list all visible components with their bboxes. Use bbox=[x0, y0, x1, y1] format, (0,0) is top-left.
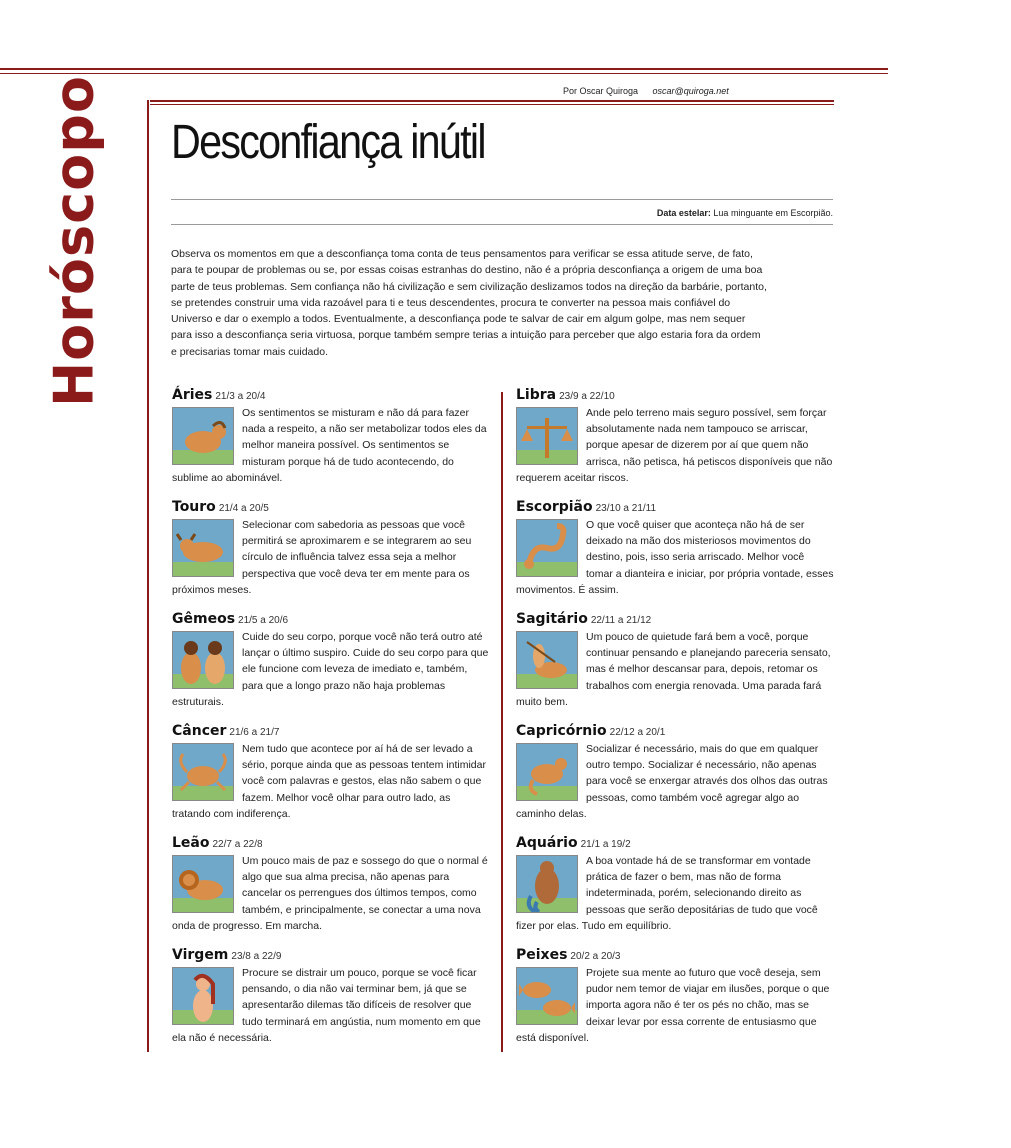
header-rule bbox=[150, 100, 834, 102]
sign-text: Um pouco de quietude fará bem a você, porque continuar pensando e planejando pareceria sensato, mas é melhor descansar para, depois, retomar os trabalhos com energia renovada. Uma parada fará muito bem. bbox=[516, 631, 831, 708]
cancer-icon bbox=[172, 743, 234, 801]
sign-heading bbox=[516, 722, 834, 741]
sign-dates: 23/10 a 21/11 bbox=[595, 503, 657, 514]
sign-text: Ande pelo terreno mais seguro possível, sem forçar absolutamente nada nem tampouco se arriscar, porque apesar de dizerem por aí que quem não arrisca, não petisca, há petiscos disponíveis que não requerem aceitar riscos. bbox=[516, 407, 833, 484]
sign-text-block bbox=[516, 741, 834, 822]
sign-text: A boa vontade há de se transformar em vontade prática de fazer o bem, mas não de forma indeterminada, porém, selecionando direito as pessoas que serão depositárias de tudo que você fizer por elas. Tudo em equilíbrio. bbox=[516, 855, 818, 932]
sign-text: Socializar é necessário, mais do que em qualquer outro tempo. Socializar é necessário, não apenas para você se enxergar através dos olhos das outras pessoas, como também você agregar algo ao caminho delas. bbox=[516, 743, 828, 820]
sign-heading bbox=[516, 498, 834, 517]
sign-text: O que você quiser que aconteça não há de ser deixado na mão dos misteriosos movimentos do destino, pois, isso seria arriscado. Melhor você tomar a dianteira e iniciar, por própria vontade, esses movimentos. É assim. bbox=[516, 519, 834, 596]
sign-text: Um pouco mais de paz e sossego do que o normal é algo que sua alma precisa, não apenas para cancelar os perrengues dos últimos tempos, como também, e principalmente, se conectar a uma nova onda de progresso. Em marcha. bbox=[172, 855, 488, 932]
aquarius-icon bbox=[516, 855, 578, 913]
sign-text-block bbox=[172, 965, 490, 1046]
sign-name: Virgem bbox=[172, 947, 229, 963]
sign-entry bbox=[516, 498, 834, 610]
sign-text-block bbox=[172, 405, 490, 486]
sagittarius-icon bbox=[516, 631, 578, 689]
byline-author: Por Oscar Quiroga bbox=[563, 86, 639, 96]
top-rule bbox=[0, 68, 888, 70]
sign-text: Cuide do seu corpo, porque você não terá outro até lançar o último suspiro. Cuide do seu corpo para que ele funcione com leveza de imediato e, também, para que a longo prazo não haja problemas estruturais. bbox=[172, 631, 489, 708]
gemini-icon bbox=[172, 631, 234, 689]
sign-text-block bbox=[516, 965, 834, 1046]
section-title bbox=[40, 74, 108, 408]
sign-heading bbox=[172, 498, 490, 517]
sign-heading bbox=[516, 834, 834, 853]
center-column-rule bbox=[501, 392, 503, 1052]
scorpio-icon bbox=[516, 519, 578, 577]
sign-entry bbox=[172, 610, 490, 722]
sign-dates: 23/9 a 22/10 bbox=[559, 391, 615, 402]
sign-entry bbox=[516, 610, 834, 722]
sign-dates: 21/6 a 21/7 bbox=[229, 727, 280, 738]
sign-dates: 21/1 a 19/2 bbox=[580, 839, 631, 850]
sign-entry bbox=[172, 498, 490, 610]
data-estelar-value: Lua minguante em Escorpião. bbox=[713, 208, 833, 218]
sign-name: Peixes bbox=[516, 947, 568, 963]
sign-entry bbox=[516, 722, 834, 834]
sign-text-block bbox=[516, 853, 834, 934]
sign-entry bbox=[172, 722, 490, 834]
header-rule-thin bbox=[150, 104, 834, 105]
sign-name: Libra bbox=[516, 387, 557, 403]
sign-dates: 23/8 a 22/9 bbox=[231, 951, 282, 962]
byline bbox=[563, 86, 729, 96]
sign-entry bbox=[172, 946, 490, 1058]
sign-name: Touro bbox=[172, 499, 216, 515]
sign-dates: 22/12 a 20/1 bbox=[609, 727, 666, 738]
sign-text-block bbox=[516, 405, 834, 486]
sign-dates: 20/2 a 20/3 bbox=[570, 951, 621, 962]
sign-heading bbox=[516, 386, 834, 405]
section-title-text: Horóscopo bbox=[42, 74, 106, 408]
libra-icon bbox=[516, 407, 578, 465]
top-rule-thin bbox=[0, 73, 888, 74]
data-estelar bbox=[657, 208, 833, 218]
sign-entry bbox=[172, 386, 490, 498]
sign-heading bbox=[172, 610, 490, 629]
sign-name: Leão bbox=[172, 835, 210, 851]
sign-text: Nem tudo que acontece por aí há de ser levado a sério, porque ainda que as pessoas tentem intimidar você com palavras e gestos, elas não sabem o que fazem. Melhor você olhar para outro lado, as tratando com indiferença. bbox=[172, 743, 486, 820]
virgo-icon bbox=[172, 967, 234, 1025]
byline-email: oscar@quiroga.net bbox=[652, 86, 729, 96]
sign-heading bbox=[172, 386, 490, 405]
pisces-icon bbox=[516, 967, 578, 1025]
sign-heading bbox=[516, 610, 834, 629]
headline: Desconfiança inútil bbox=[171, 116, 485, 169]
left-column-rule bbox=[147, 100, 149, 1052]
sign-text-block bbox=[172, 741, 490, 822]
sign-name: Áries bbox=[172, 387, 213, 403]
signs-column-right bbox=[516, 386, 834, 1058]
sign-entry bbox=[516, 834, 834, 946]
sign-dates: 21/4 a 20/5 bbox=[218, 503, 269, 514]
data-estelar-divider bbox=[171, 224, 833, 225]
sign-text: Selecionar com sabedoria as pessoas que você permitirá se aproximarem e se integrarem ao seu círculo de influência talvez essa seja a melhor perspectiva que você deva ter em mente para os próximos meses. bbox=[172, 519, 472, 596]
sign-heading bbox=[172, 946, 490, 965]
sign-dates: 22/11 a 21/12 bbox=[590, 615, 652, 626]
sign-entry bbox=[516, 946, 834, 1058]
sign-name: Câncer bbox=[172, 723, 227, 739]
sign-entry bbox=[516, 386, 834, 498]
sign-text: Os sentimentos se misturam e não dá para fazer nada a respeito, a não ser metabolizar todos eles da melhor maneira possível. Os sentimentos se misturam porque há de tudo acontecendo, do sublime ao abominável. bbox=[172, 407, 487, 484]
sign-text-block bbox=[516, 517, 834, 598]
aries-icon bbox=[172, 407, 234, 465]
data-estelar-label: Data estelar: bbox=[656, 208, 711, 218]
sign-name: Gêmeos bbox=[172, 611, 236, 627]
taurus-icon bbox=[172, 519, 234, 577]
sign-text-block bbox=[172, 853, 490, 934]
sign-text-block bbox=[172, 629, 490, 710]
sign-text-block bbox=[516, 629, 834, 710]
sign-name: Escorpião bbox=[516, 499, 593, 515]
sign-name: Aquário bbox=[516, 835, 578, 851]
sign-heading bbox=[172, 722, 490, 741]
leo-icon bbox=[172, 855, 234, 913]
sign-entry bbox=[172, 834, 490, 946]
sign-text: Procure se distrair um pouco, porque se você ficar pensando, o dia não vai terminar bem, já que se apresentarão dilemas tão difíceis de resolver que tudo terminará em angústia, num momento em que ela não é necessária. bbox=[172, 967, 481, 1044]
sign-heading bbox=[516, 946, 834, 965]
capricorn-icon bbox=[516, 743, 578, 801]
sign-heading bbox=[172, 834, 490, 853]
sign-text-block bbox=[172, 517, 490, 598]
sign-dates: 21/3 a 20/4 bbox=[215, 391, 266, 402]
sign-dates: 22/7 a 22/8 bbox=[212, 839, 263, 850]
sign-name: Capricórnio bbox=[516, 723, 607, 739]
sign-dates: 21/5 a 20/6 bbox=[238, 615, 289, 626]
headline-divider bbox=[171, 199, 833, 200]
sign-text: Projete sua mente ao futuro que você deseja, sem pudor nem temor de viajar em ilusões, porque o que importa agora não é ter os pés no chão, mas se deixar levar por essa corrente de entusiasmo que está disponível. bbox=[516, 967, 830, 1044]
signs-column-left bbox=[172, 386, 490, 1058]
intro-paragraph: Observa os momentos em que a desconfiança toma conta de teus pensamentos para verificar se essa atitude serve, de fato, para te poupar de problemas ou se, por essas coisas estranhas do destino, não é a própria desconfiança a origem de uma boa parte de teus problemas. Sem confiança não há civilização e sem civilização deslizamos todos na direção da barbárie, portanto, se pretendes construir uma vida razoável para ti e teus descendentes, procura te converter na pessoa mais confiável do Universo e dar o exemplo a todos. Eventualmente, a desconfiança pode te salvar de cair em algum golpe, mas nem sequer para isso a desconfiança seria virtuosa, porque também sempre terias a intuição para perceber que algo estaria fora da ordem e precisarias tomar mais cuidado. bbox=[171, 248, 767, 358]
sign-name: Sagitário bbox=[516, 611, 588, 627]
